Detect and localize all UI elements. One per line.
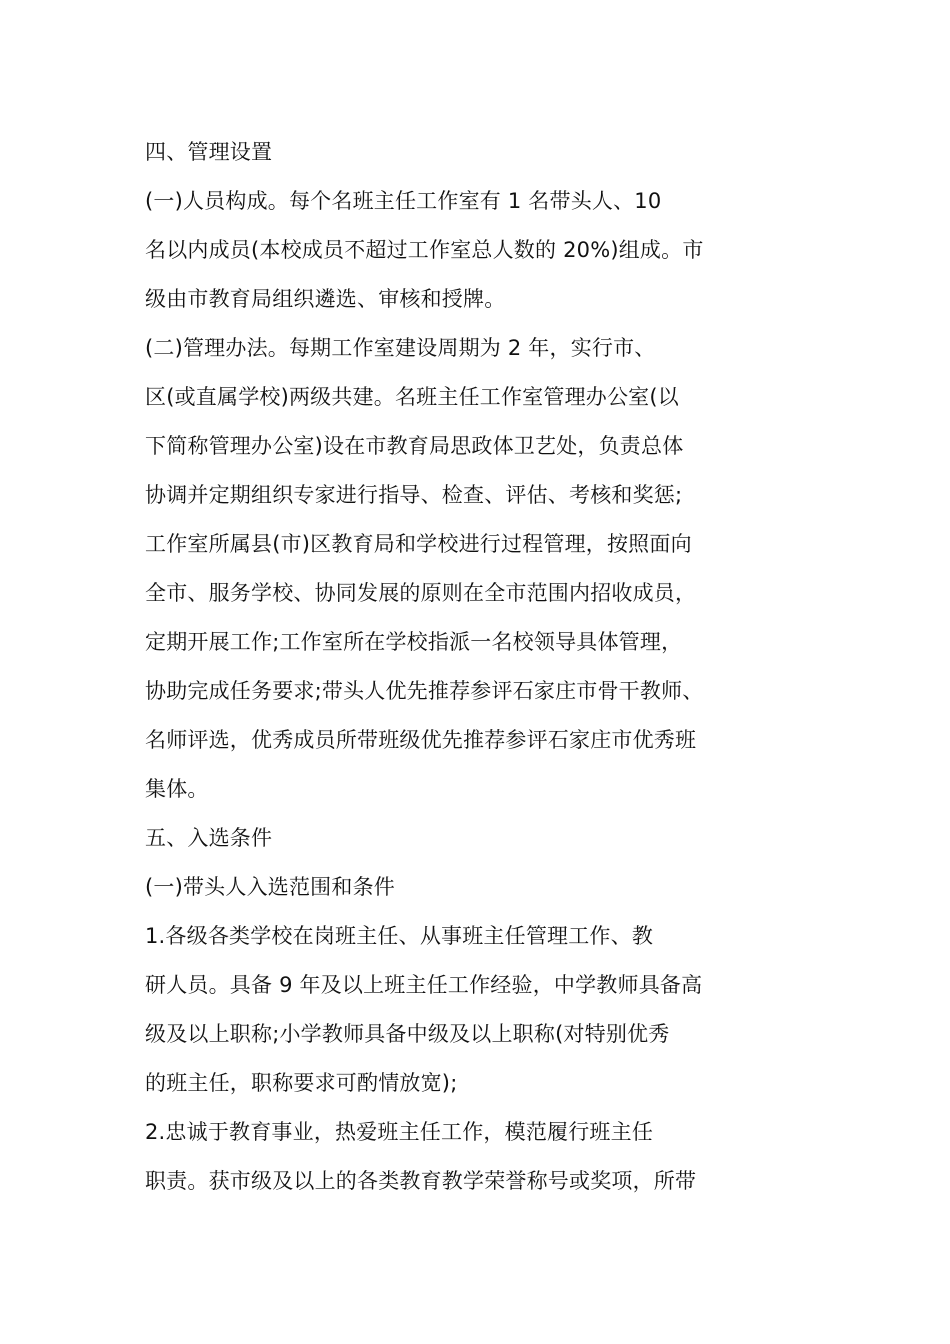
text-line: 的班主任，职称要求可酌情放宽); bbox=[145, 1071, 458, 1095]
text-line: 级及以上职称;小学教师具备中级及以上职称(对特别优秀 bbox=[145, 1022, 670, 1046]
text-line: 下简称管理办公室)设在市教育局思政体卫艺处，负责总体 bbox=[145, 434, 684, 458]
text-line: (二)管理办法。每期工作室建设周期为 2 年，实行市、 bbox=[145, 336, 656, 360]
text-line: 名以内成员(本校成员不超过工作室总人数的 20%)组成。市 bbox=[145, 238, 704, 262]
text-line: 协调并定期组织专家进行指导、检查、评估、考核和奖惩; bbox=[145, 483, 683, 507]
section-heading-selection: 五、入选条件 bbox=[145, 826, 273, 850]
text-line: 2.忠诚于教育事业，热爱班主任工作，模范履行班主任 bbox=[145, 1120, 654, 1144]
text-line: 集体。 bbox=[145, 777, 209, 801]
text-line: 区(或直属学校)两级共建。名班主任工作室管理办公室(以 bbox=[145, 385, 679, 409]
text-line: (一)人员构成。每个名班主任工作室有 1 名带头人、10 bbox=[145, 189, 662, 213]
text-line: 级由市教育局组织遴选、审核和授牌。 bbox=[145, 287, 506, 311]
text-line: 研人员。具备 9 年及以上班主任工作经验，中学教师具备高 bbox=[145, 973, 703, 997]
text-line: 1.各级各类学校在岗班主任、从事班主任管理工作、教 bbox=[145, 924, 654, 948]
text-line: 协助完成任务要求;带头人优先推荐参评石家庄市骨干教师、 bbox=[145, 679, 704, 703]
subsection-heading: (一)带头人入选范围和条件 bbox=[145, 875, 395, 899]
text-line: 全市、服务学校、协同发展的原则在全市范围内招收成员， bbox=[145, 581, 697, 605]
text-line: 工作室所属县(市)区教育局和学校进行过程管理，按照面向 bbox=[145, 532, 692, 556]
text-line: 职责。获市级及以上的各类教育教学荣誉称号或奖项，所带 bbox=[145, 1169, 697, 1193]
text-line: 定期开展工作;工作室所在学校指派一名校领导具体管理， bbox=[145, 630, 683, 654]
text-line: 名师评选，优秀成员所带班级优先推荐参评石家庄市优秀班 bbox=[145, 728, 697, 752]
document-body bbox=[145, 136, 745, 1214]
section-heading-management: 四、管理设置 bbox=[145, 140, 273, 164]
